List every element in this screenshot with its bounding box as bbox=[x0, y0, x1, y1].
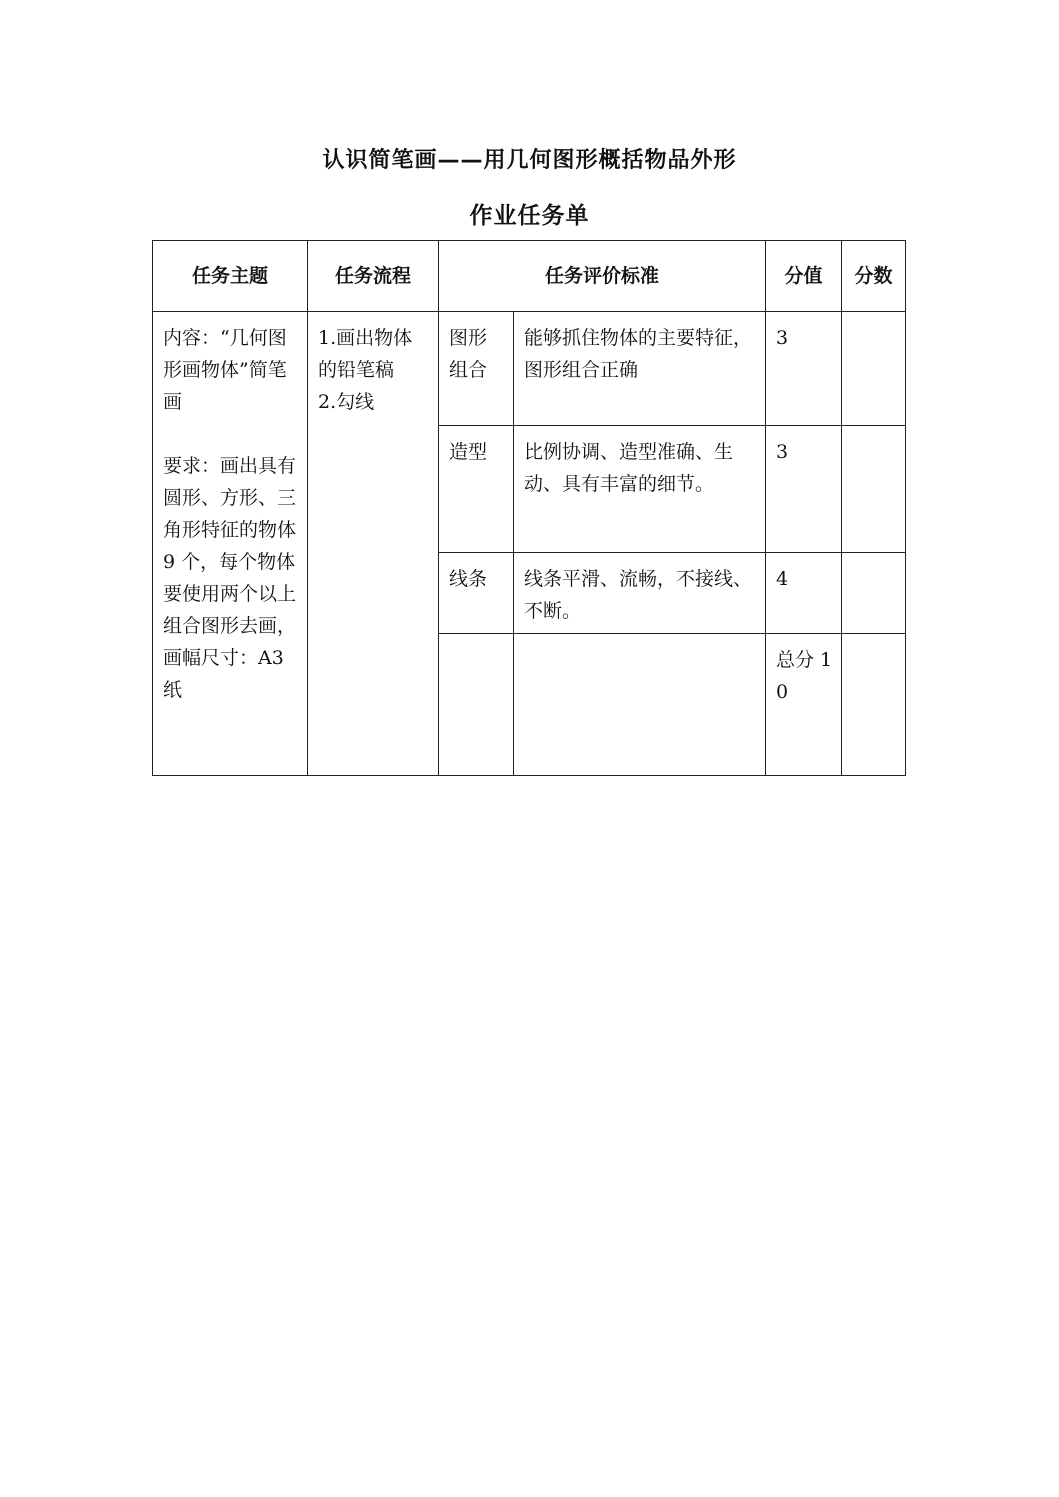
header-criteria: 任务评价标准 bbox=[439, 241, 766, 312]
criteria-item: 图形组合 bbox=[439, 312, 514, 426]
criteria-item: 线条 bbox=[439, 553, 514, 634]
theme-size: 画幅尺寸：A3 纸 bbox=[163, 647, 284, 701]
total-value: 总分 10 bbox=[766, 634, 842, 776]
criteria-item bbox=[439, 634, 514, 776]
criteria-standard: 能够抓住物体的主要特征，图形组合正确 bbox=[514, 312, 766, 426]
document-subtitle: 作业任务单 bbox=[469, 203, 590, 229]
process-step-2: 2.勾线 bbox=[318, 391, 375, 413]
theme-content: 内容：“几何图形画物体”简笔画 bbox=[163, 327, 287, 413]
header-score: 分数 bbox=[842, 241, 906, 312]
criteria-item: 造型 bbox=[439, 426, 514, 553]
criteria-value: 3 bbox=[766, 312, 842, 426]
total-score bbox=[842, 634, 906, 776]
criteria-value: 4 bbox=[766, 553, 842, 634]
header-value: 分值 bbox=[766, 241, 842, 312]
document-title: 认识简笔画——用几何图形概括物品外形 bbox=[322, 148, 737, 173]
criteria-standard: 比例协调、造型准确、生动、具有丰富的细节。 bbox=[514, 426, 766, 553]
header-theme: 任务主题 bbox=[153, 241, 308, 312]
header-process: 任务流程 bbox=[308, 241, 439, 312]
theme-cell bbox=[153, 312, 308, 776]
criteria-value: 3 bbox=[766, 426, 842, 553]
task-table bbox=[152, 240, 906, 776]
criteria-score bbox=[842, 312, 906, 426]
header-row bbox=[153, 241, 906, 312]
criteria-score bbox=[842, 426, 906, 553]
criteria-standard bbox=[514, 634, 766, 776]
criteria-standard: 线条平滑、流畅，不接线、不断。 bbox=[514, 553, 766, 634]
criteria-score bbox=[842, 553, 906, 634]
theme-requirement: 要求：画出具有圆形、方形、三角形特征的物体 9 个，每个物体要使用两个以上组合图形去画， bbox=[163, 455, 297, 637]
process-cell bbox=[308, 312, 439, 776]
process-step-1: 1.画出物体的铅笔稿 bbox=[318, 327, 413, 381]
table-row bbox=[153, 312, 906, 426]
